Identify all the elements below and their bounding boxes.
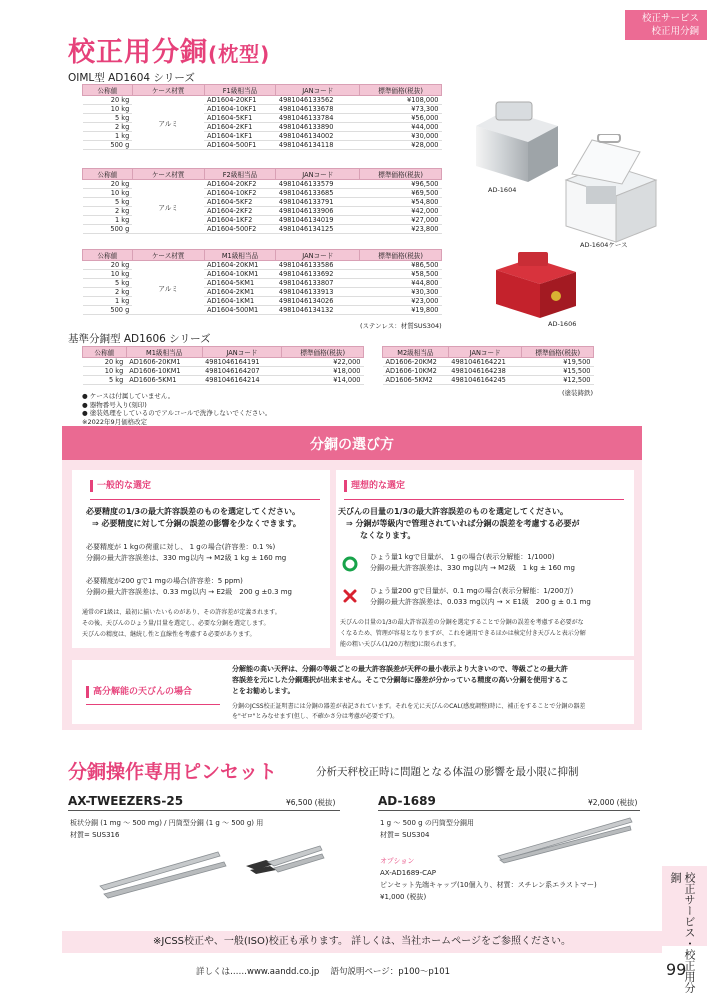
high-resolution-heading: 高分解能の天びんの場合: [86, 686, 192, 698]
table-cell: 20 kg: [83, 261, 133, 270]
general-example-1: 必要精度が 1 kgの荷重に対し、 1 gの場合(許容差：0.1 %): [86, 543, 276, 551]
table-cell: ¥54,800: [360, 198, 442, 207]
paint-note: (塗装鋳鉄): [562, 389, 594, 397]
ad1606-series-heading: 基準分銅型 AD1606 シリーズ: [68, 333, 211, 345]
table-cell: AD1604-10KF1: [204, 105, 276, 114]
table-cell: 4981046164207: [202, 367, 282, 376]
ad1606-weight-image: [492, 250, 578, 320]
m1-price-table: [82, 249, 442, 315]
table-cell: ¥42,000: [360, 207, 442, 216]
divider: [90, 499, 320, 500]
case-material-cell: アルミ: [132, 96, 204, 150]
table-cell: 10 kg: [83, 270, 133, 279]
table-header: 公称値: [83, 169, 133, 180]
table-cell: 1 kg: [83, 132, 133, 141]
ideal-rule: 天びんの目量の1/3の最大許容誤差のものを選定してください。: [338, 507, 569, 516]
table-cell: AD1604-2KF1: [204, 123, 276, 132]
note-line: ● 器物番号入り(刻印): [82, 400, 147, 409]
tweezers-title: 分銅操作専用ピンセット: [68, 761, 278, 783]
table-header: JANコード: [276, 169, 360, 180]
general-note: その後、天びんのひょう量/目量を選定し、必要な分銅を選定します。: [82, 620, 270, 627]
table-cell: 4981046133791: [276, 198, 360, 207]
product-description: 板状分銅 (1 mg ～ 500 mg) / 円筒型分銅 (1 g ～ 500 g) 用: [70, 819, 264, 827]
table-cell: AD1604-1KM1: [204, 297, 276, 306]
table-cell: ¥30,000: [360, 132, 442, 141]
table-cell: 4981046134002: [276, 132, 360, 141]
ideal-ng-example-result: 分銅の最大許容誤差は、0.033 mg以内 → × E1級 200 g ± 0.1 mg: [370, 598, 591, 606]
table-header: 公称値: [83, 347, 127, 358]
table-cell: 4981046133685: [276, 189, 360, 198]
table-cell: ¥96,500: [360, 180, 442, 189]
option-price: ¥1,000 (税抜): [380, 893, 427, 901]
general-note: 天びんの精度は、継続し性と直線性を考慮する必要があります。: [82, 631, 256, 638]
ng-cross-icon: [342, 588, 358, 604]
table-cell: AD1604-20KM1: [204, 261, 276, 270]
table-cell: 10 kg: [83, 189, 133, 198]
side-tab-label: 校正サービス・校正用分銅: [669, 872, 696, 993]
table-cell: AD1604-2KF2: [204, 207, 276, 216]
table-cell: AD1606-20KM2: [383, 358, 449, 367]
table-cell: 4981046164238: [448, 367, 522, 376]
table-header: JANコード: [276, 250, 360, 261]
table-row: [383, 367, 594, 376]
table-header: F2級相当品: [204, 169, 276, 180]
table-cell: AD1604-10KM1: [204, 270, 276, 279]
stainless-note: (ステンレス：材質SUS304): [360, 322, 442, 330]
general-note: 通常のF1級は、最初に揃いたいものがあり、その許容差が定義されます。: [82, 609, 281, 616]
note-line: ● ケースは付属していません。: [82, 392, 175, 400]
table-cell: 4981046134118: [276, 141, 360, 150]
ad1606-m2-table: [382, 346, 594, 385]
table-cell: 5 kg: [83, 279, 133, 288]
f1-price-table: [82, 84, 442, 150]
note-line: ● 塗装処理をしているのでアルコールで洗浄しないでください。: [82, 409, 272, 417]
general-selection-heading: 一般的な選定: [90, 480, 151, 492]
ideal-note: 能の粗い天びん(1/20万程度)に限られます。: [340, 641, 460, 648]
ideal-ok-example-result: 分銅の最大許容誤差は、330 mg以内 → M2級 1 kg ± 160 mg: [370, 564, 575, 572]
table-row: [83, 180, 442, 189]
table-cell: 4981046133579: [276, 180, 360, 189]
notes-block: [82, 392, 271, 426]
general-rule: 必要精度の1/3の最大許容誤差のものを選定してください。: [86, 507, 301, 516]
page-title-main: 校正用分銅: [68, 37, 208, 68]
ad1606-m1-table: [82, 346, 364, 385]
table-cell: 20 kg: [83, 96, 133, 105]
table-cell: AD1604-500M1: [204, 306, 276, 315]
table-header: M2級相当品: [383, 347, 449, 358]
table-cell: ¥30,300: [360, 288, 442, 297]
table-cell: AD1604-500F2: [204, 225, 276, 234]
table-cell: AD1606-10KM1: [126, 367, 202, 376]
ok-circle-icon: [342, 556, 358, 572]
table-cell: AD1604-2KM1: [204, 288, 276, 297]
section-tab: [625, 10, 707, 40]
table-header: ケース材質: [132, 85, 204, 96]
table-cell: AD1606-5KM1: [126, 376, 202, 385]
general-example-1-result: 分銅の最大許容誤差は、330 mg以内 → M2級 1 kg ± 160 mg: [86, 554, 287, 562]
oiml-series-heading: OIML型 AD1604 シリーズ: [68, 72, 195, 84]
table-cell: AD1606-20KM1: [126, 358, 202, 367]
high-resolution-card: [72, 660, 634, 724]
table-header: 標準価格(税抜): [360, 169, 442, 180]
table-cell: AD1604-1KF2: [204, 216, 276, 225]
table-cell: ¥44,800: [360, 279, 442, 288]
ad1604-weight-image: [466, 96, 566, 188]
table-header: F1級相当品: [204, 85, 276, 96]
option-name: AX-AD1689-CAP: [380, 869, 437, 877]
table-row: [383, 358, 594, 367]
high-resolution-text: とをお勧めします。: [232, 687, 295, 695]
table-cell: AD1606-5KM2: [383, 376, 449, 385]
table-cell: 20 kg: [83, 358, 127, 367]
table-cell: 5 kg: [83, 114, 133, 123]
table-cell: ¥19,500: [522, 358, 594, 367]
table-cell: ¥18,000: [282, 367, 364, 376]
product-material: 材質= SUS316: [70, 831, 120, 839]
table-cell: ¥23,000: [360, 297, 442, 306]
f2-price-table: [82, 168, 442, 234]
ideal-selection-heading: 理想的な選定: [344, 480, 405, 492]
page-title-suffix: (枕型): [208, 42, 271, 66]
ad1606-label: AD-1606: [548, 320, 577, 328]
divider: [68, 810, 340, 811]
high-resolution-note: 分銅のJCSS校正証明書には分銅の器差が表記されています。それを元に天びんのCAL(感度調整)時に、補正をすることで分銅の器差: [232, 703, 586, 710]
table-cell: ¥19,800: [360, 306, 442, 315]
table-cell: 4981046134125: [276, 225, 360, 234]
table-cell: ¥56,000: [360, 114, 442, 123]
table-cell: 5 kg: [83, 376, 127, 385]
table-cell: ¥73,300: [360, 105, 442, 114]
case-material-cell: アルミ: [132, 180, 204, 234]
table-cell: 4981046164214: [202, 376, 282, 385]
table-cell: ¥44,000: [360, 123, 442, 132]
table-cell: 10 kg: [83, 105, 133, 114]
table-header: JANコード: [202, 347, 282, 358]
table-cell: ¥58,500: [360, 270, 442, 279]
table-header: 公称値: [83, 250, 133, 261]
table-cell: ¥86,500: [360, 261, 442, 270]
ad1604-label: AD-1604: [488, 186, 517, 194]
table-cell: ¥27,000: [360, 216, 442, 225]
table-cell: 4981046133692: [276, 270, 360, 279]
table-cell: 4981046164245: [448, 376, 522, 385]
page-title: [68, 30, 270, 69]
ad1604-case-image: [562, 134, 660, 244]
table-cell: ¥28,000: [360, 141, 442, 150]
product-price: ¥6,500 (税抜): [286, 798, 336, 807]
table-cell: 4981046133913: [276, 288, 360, 297]
table-cell: ¥22,000: [282, 358, 364, 367]
table-cell: 4981046133586: [276, 261, 360, 270]
table-header: 標準価格(税抜): [360, 85, 442, 96]
high-resolution-text: 分解能の高い天秤は、分銅の等級ごとの最大許容誤差が天秤の最小表示より大きいので、等級ごとの最大許: [232, 665, 568, 673]
ideal-selection-card: [336, 470, 634, 656]
table-row: [83, 96, 442, 105]
divider: [86, 704, 220, 705]
table-header: 公称値: [83, 85, 133, 96]
table-cell: ¥108,000: [360, 96, 442, 105]
table-cell: AD1604-10KF2: [204, 189, 276, 198]
tweezers-image: [90, 840, 330, 900]
table-header: 標準価格(税抜): [360, 250, 442, 261]
selection-title: 分銅の選び方: [310, 437, 394, 453]
table-cell: 2 kg: [83, 288, 133, 297]
product-material: 材質= SUS304: [380, 831, 430, 839]
section-tab-line-2: 校正用分銅: [651, 25, 699, 37]
table-cell: 1 kg: [83, 216, 133, 225]
option-label: オプション: [380, 857, 415, 865]
general-rule-effect: ⇒ 必要精度に対して分銅の誤差の影響を少なくできます。: [92, 519, 301, 528]
table-cell: ¥15,500: [522, 367, 594, 376]
table-cell: ¥23,800: [360, 225, 442, 234]
footer-reference: 詳しくは……www.aandd.co.jp 語句説明ページ：p100～p101: [196, 967, 451, 977]
table-cell: 4981046164221: [448, 358, 522, 367]
table-cell: 4981046134019: [276, 216, 360, 225]
general-example-2-result: 分銅の最大許容誤差は、0.33 mg以内 → E2級 200 g ±0.3 mg: [86, 588, 293, 596]
table-cell: AD1604-20KF2: [204, 180, 276, 189]
table-cell: 500 g: [83, 141, 133, 150]
tweezers-subtitle: 分析天秤校正時に問題となる体温の影響を最小限に抑制: [316, 766, 579, 778]
table-cell: 4981046133906: [276, 207, 360, 216]
ad1604-case-label: AD-1604ケース: [580, 241, 628, 249]
high-resolution-text: 容誤差を元にした分銅選択が出来ません。そこで分銅毎に器差が分かっている精度の高い分銅を使用するこ: [232, 676, 569, 684]
table-row: [83, 358, 364, 367]
high-resolution-note: を"ゼロ"とみなせます(但し、不確かさ分は考慮が必要です)。: [232, 713, 399, 720]
ideal-ok-example: ひょう量1 kgで目量が、 1 gの場合(表示分解能：1/1000): [370, 553, 555, 561]
table-header: JANコード: [276, 85, 360, 96]
table-cell: 4981046164191: [202, 358, 282, 367]
table-cell: AD1606-10KM2: [383, 367, 449, 376]
calibration-notice: ※JCSS校正や、一般(ISO)校正も承ります。 詳しくは、当社ホームページをご参照ください。: [62, 931, 662, 953]
table-cell: ¥12,500: [522, 376, 594, 385]
table-header: M1級相当品: [126, 347, 202, 358]
general-example-2: 必要精度が200 gで1 mgの場合(許容差：5 ppm): [86, 577, 243, 585]
table-cell: AD1604-5KF1: [204, 114, 276, 123]
table-cell: 4981046134026: [276, 297, 360, 306]
section-tab-line-1: 校正サービス: [641, 13, 699, 24]
option-description: ピンセット先端キャップ(10個入り、材質：スチレン系エラストマー): [380, 881, 597, 889]
table-cell: AD1604-1KF1: [204, 132, 276, 141]
product-name: AD-1689: [378, 794, 436, 808]
table-cell: 4981046133562: [276, 96, 360, 105]
divider: [378, 810, 640, 811]
table-cell: 2 kg: [83, 207, 133, 216]
table-row: [83, 376, 364, 385]
table-header: JANコード: [448, 347, 522, 358]
table-cell: ¥14,000: [282, 376, 364, 385]
table-header: 標準価格(税抜): [282, 347, 364, 358]
table-cell: 1 kg: [83, 297, 133, 306]
case-material-cell: アルミ: [132, 261, 204, 315]
table-cell: AD1604-5KF2: [204, 198, 276, 207]
table-cell: 2 kg: [83, 123, 133, 132]
table-cell: 4981046133784: [276, 114, 360, 123]
table-cell: 500 g: [83, 225, 133, 234]
table-cell: 5 kg: [83, 198, 133, 207]
page-number: 99: [666, 960, 687, 979]
table-header: M1級相当品: [204, 250, 276, 261]
table-header: ケース材質: [132, 250, 204, 261]
table-header: 標準価格(税抜): [522, 347, 594, 358]
divider: [344, 499, 624, 500]
table-cell: 4981046133890: [276, 123, 360, 132]
table-cell: ¥69,500: [360, 189, 442, 198]
table-cell: 10 kg: [83, 367, 127, 376]
table-row: [83, 367, 364, 376]
table-row: [83, 261, 442, 270]
table-cell: 20 kg: [83, 180, 133, 189]
ideal-rule-effect-2: なくなります。: [360, 531, 416, 540]
table-cell: 4981046133807: [276, 279, 360, 288]
product-description: 1 g ～ 500 g の円筒型分銅用: [380, 819, 474, 827]
ideal-ng-example: ひょう量200 gで目量が、0.1 mgの場合(表示分解能：1/200万): [370, 587, 574, 595]
table-header: ケース材質: [132, 169, 204, 180]
product-name: AX-TWEEZERS-25: [68, 794, 184, 808]
general-selection-card: [72, 470, 330, 648]
table-cell: 4981046134132: [276, 306, 360, 315]
ideal-note: くなるため、管理が容易となりますが、これを適用できるほかは検定付き天びんと表示分解: [340, 630, 586, 637]
table-row: [383, 376, 594, 385]
product-price: ¥2,000 (税抜): [588, 798, 638, 807]
ideal-note: 天びんの目量の1/3の最大許容誤差の分銅を選定することで分銅の誤差を考慮する必要がな: [340, 619, 584, 626]
tweezers-image: [494, 814, 634, 864]
table-cell: AD1604-20KF1: [204, 96, 276, 105]
table-cell: AD1604-5KM1: [204, 279, 276, 288]
note-line: ※2022年9月価格改定: [82, 417, 148, 426]
ideal-rule-effect: ⇒ 分銅が等級内で管理されていれば分銅の誤差を考慮する必要が: [346, 519, 580, 528]
table-cell: 500 g: [83, 306, 133, 315]
table-cell: 4981046133678: [276, 105, 360, 114]
table-cell: AD1604-500F1: [204, 141, 276, 150]
